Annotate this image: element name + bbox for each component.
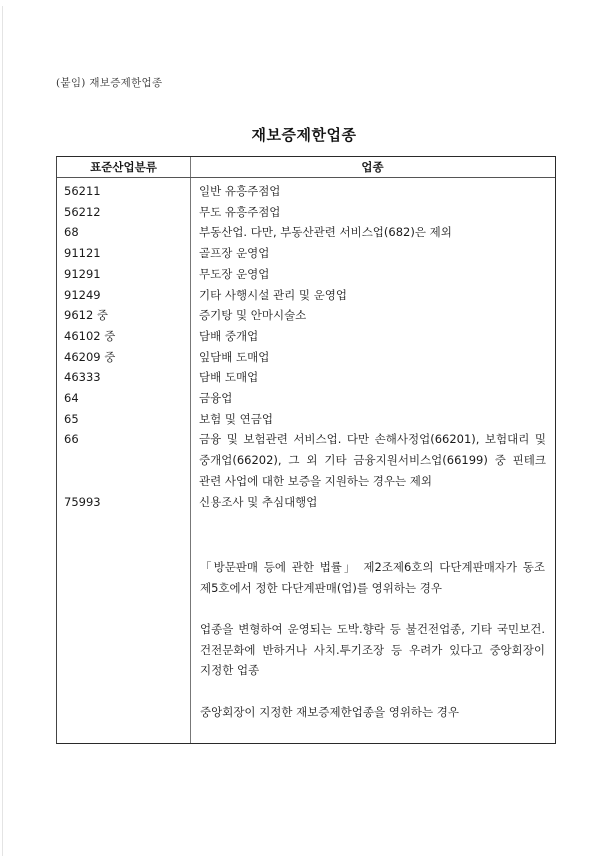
industry-code-cell: 46209 중 [64, 349, 116, 364]
note-designated-industries: 중앙회장이 지정한 재보증제한업종을 영위하는 경우 [200, 705, 460, 719]
table-row [57, 222, 555, 243]
table-row [57, 367, 555, 388]
table-body [57, 181, 555, 512]
industry-code-cell: 56212 [64, 204, 101, 219]
table-row [57, 326, 555, 347]
note-unhealthy-industries: 업종을 변형하여 운영되는 도박.향락 등 불건전업종, 기타 국민보건.건전문화에 반하거나 사치.투기조장 등 우려가 있다고 중앙회장이 지정한 업종 [200, 622, 545, 678]
industry-code-cell: 64 [64, 391, 79, 406]
header-industry-code: 표준산업분류 [90, 160, 157, 174]
table-row [57, 243, 555, 264]
table-row [57, 202, 555, 223]
industry-name-cell: 무도장 운영업 [199, 266, 270, 281]
industry-code-cell: 66 [64, 432, 79, 447]
industry-code-cell: 68 [64, 225, 79, 240]
table-row [57, 285, 555, 306]
table-row [57, 388, 555, 409]
industry-name-cell: 금융업 [199, 391, 233, 406]
table-row [57, 264, 555, 285]
industry-name-cell: 무도 유흥주점업 [199, 204, 281, 219]
table-row [57, 181, 555, 202]
table-row [57, 305, 555, 326]
table-row [57, 409, 555, 430]
industry-code-cell: 56211 [64, 184, 101, 198]
table-row [57, 492, 555, 513]
attachment-label: (붙임) 재보증제한업종 [56, 77, 163, 89]
industry-name-cell: 부동산업. 다만, 부동산관련 서비스업(682)은 제외 [199, 225, 452, 240]
industry-name-cell: 보험 및 연금업 [199, 411, 273, 426]
industry-name-cell: 담배 중개업 [199, 328, 259, 343]
industry-code-cell: 75993 [64, 494, 101, 509]
industry-code-cell: 9612 중 [64, 308, 109, 323]
table-row [57, 429, 555, 491]
table-row [57, 347, 555, 368]
industry-code-cell: 91249 [64, 287, 101, 302]
industry-name-cell: 일반 유흥주점업 [199, 184, 281, 198]
table-header-row [57, 157, 555, 178]
industry-code-cell: 46333 [64, 370, 101, 385]
industry-code-cell: 46102 중 [64, 328, 116, 343]
restricted-industries-table [56, 156, 556, 744]
industry-name-cell: 증기탕 및 안마시술소 [199, 308, 307, 323]
industry-code-cell: 91121 [64, 246, 101, 261]
industry-name-cell: 신용조사 및 추심대행업 [199, 494, 318, 509]
industry-name-cell: 잎담배 도매업 [199, 349, 270, 364]
header-industry: 업종 [361, 160, 384, 174]
note-multilevel-marketing: 「방문판매 등에 관한 법률」 제2조제6호의 다단계판매자가 동조 제5호에서 정한 다단계판매(업)를 영위하는 경우 [200, 560, 545, 595]
industry-name-cell: 금융 및 보험관련 서비스업. 다만 손해사정업(66201), 보험대리 및 중개업(66202), 그 외 기타 금융지원서비스업(66199) 중 핀테크 관련 사업에 대한 보증을 지원하는 경우는 제외 [199, 432, 546, 488]
industry-name-cell: 골프장 운영업 [199, 246, 270, 261]
table-notes [191, 557, 554, 737]
industry-name-cell: 기타 사행시설 관리 및 운영업 [199, 287, 347, 302]
industry-name-cell: 담배 도매업 [199, 370, 259, 385]
industry-code-cell: 91291 [64, 266, 101, 281]
industry-code-cell: 65 [64, 411, 79, 426]
document-title: 재보증제한업종 [251, 126, 357, 144]
